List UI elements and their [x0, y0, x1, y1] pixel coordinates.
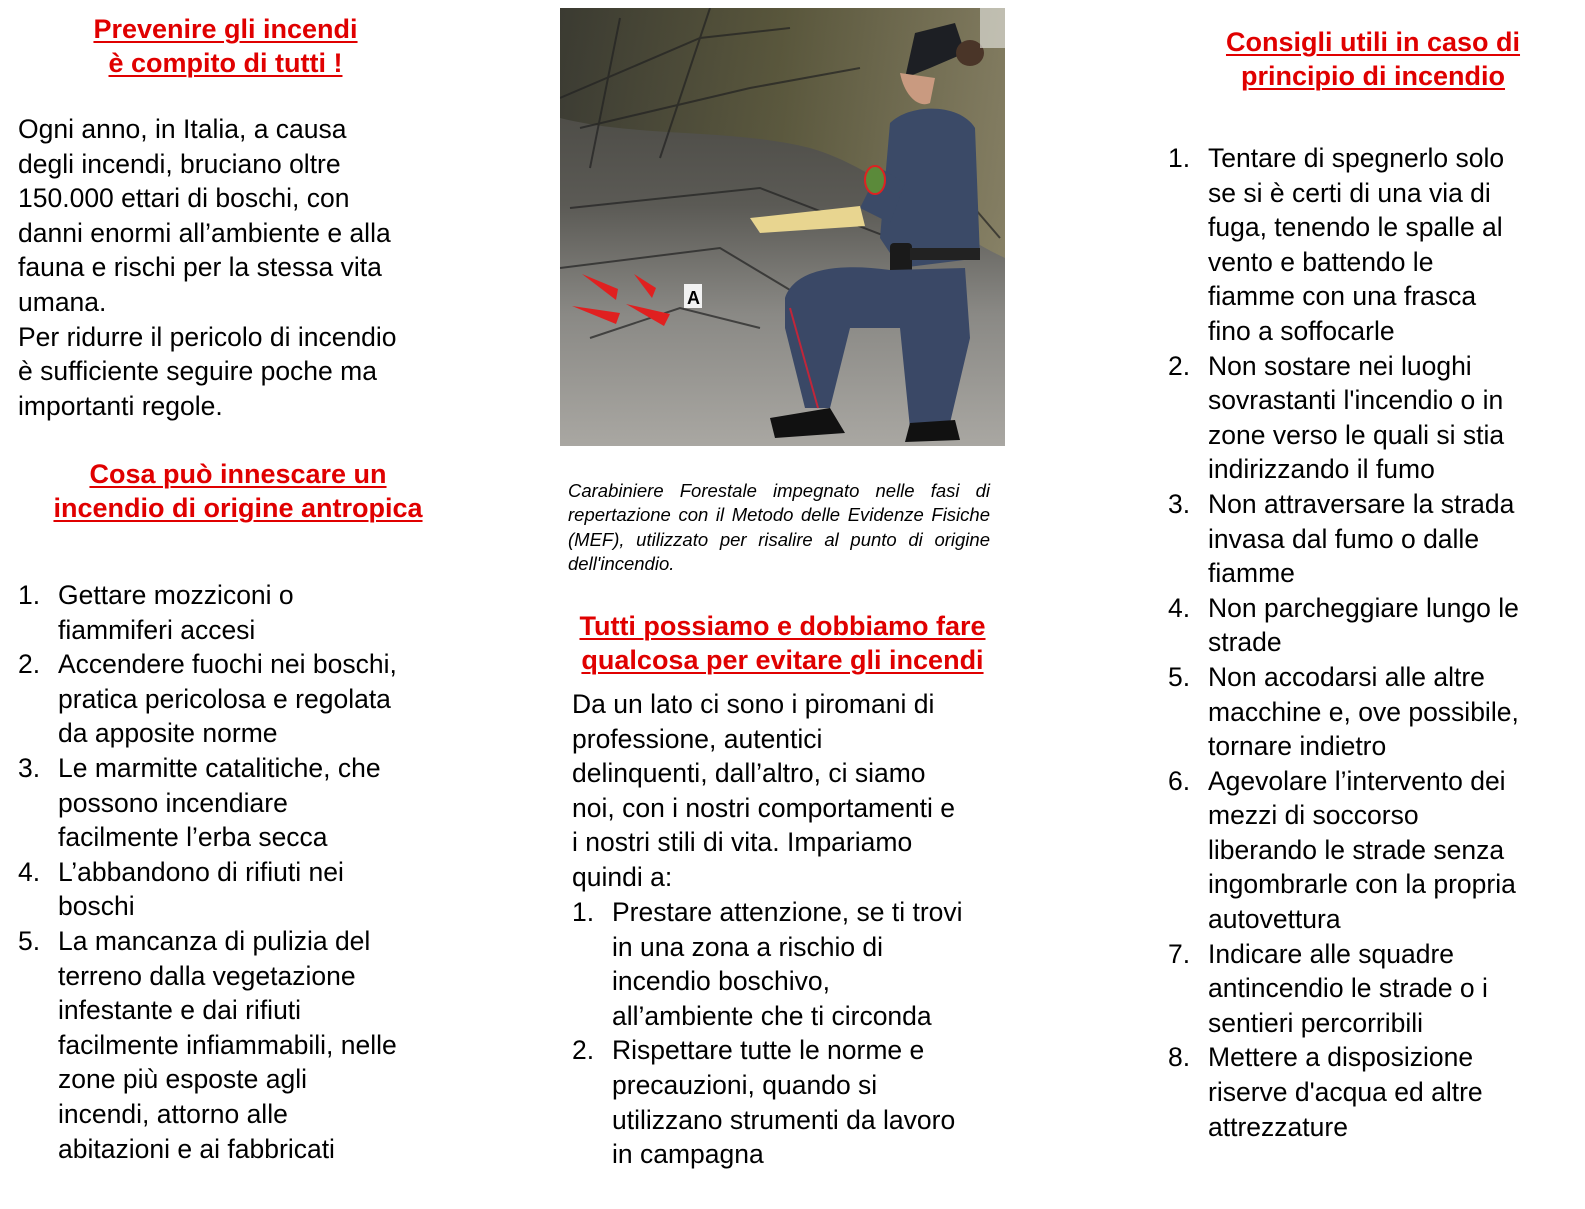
text-line: sovrastanti l'incendio o in	[1208, 385, 1504, 416]
text-line: 150.000 ettari di boschi, con	[18, 183, 350, 214]
text-line: degli incendi, bruciano oltre	[18, 148, 341, 179]
photo-caption: Carabiniere Forestale impegnato nelle fasi di repertazione con il Metodo delle Evidenze Fisiche (MEF), utilizzato per risalire al punto di origine dell'incendio.	[568, 479, 990, 574]
text-line: Tentare di spegnerlo solo	[1208, 143, 1505, 173]
text-line: vento e battendo le	[1208, 246, 1434, 277]
list-item	[1168, 937, 1568, 1041]
text-line: Da un lato ci sono i piromani di	[572, 689, 935, 719]
heading-useful-tips	[1208, 25, 1538, 93]
text-line: terreno dalla vegetazione	[58, 960, 356, 991]
text-line: precauzioni, quando si	[612, 1069, 878, 1100]
heading-line: incendio di origine antropica	[53, 493, 423, 523]
sky	[980, 8, 1005, 48]
list-item-number: 1.	[18, 580, 41, 610]
list-item	[18, 647, 448, 751]
text-line: all’ambiente che ti circonda	[612, 1000, 932, 1031]
list-item	[572, 1033, 1012, 1171]
list-item-number: 7.	[1168, 938, 1191, 969]
list-item	[18, 855, 448, 924]
text-line: Mettere a disposizione	[1208, 1042, 1474, 1073]
list-item	[1168, 349, 1568, 487]
text-line: Accendere fuochi nei boschi,	[58, 649, 397, 680]
text-line: mezzi di soccorso	[1208, 800, 1419, 831]
text-line: Agevolare l’intervento dei	[1208, 765, 1506, 796]
text-line: da apposite norme	[58, 718, 278, 749]
text-line: indirizzando il fumo	[1208, 454, 1435, 485]
list-item-text	[1208, 593, 1519, 658]
text-line: in campagna	[612, 1139, 764, 1170]
text-line: quindi a:	[572, 861, 673, 892]
list-item-text	[58, 926, 397, 1164]
text-line: professione, autentici	[572, 723, 823, 754]
list-item-text	[58, 649, 397, 748]
text-line: incendio boschivo,	[612, 966, 831, 997]
list-item	[1168, 591, 1568, 660]
list-item-number: 1.	[1168, 143, 1191, 173]
heading-line: è compito di tutti !	[108, 48, 343, 78]
text-line: i nostri stili di vita. Impariamo	[572, 827, 913, 858]
text-line: fuga, tenendo le spalle al	[1208, 212, 1503, 243]
text-line: in una zona a rischio di	[612, 931, 884, 962]
list-item-text	[58, 857, 344, 922]
text-line: è sufficiente seguire poche ma	[18, 356, 377, 387]
causes-list	[18, 578, 448, 1166]
text-line: macchine e, ove possibile,	[1208, 696, 1519, 727]
list-item	[1168, 487, 1568, 591]
text-line: Prestare attenzione, se ti trovi	[612, 897, 963, 927]
text-line: delinquenti, dall’altro, ci siamo	[572, 758, 926, 789]
text-line: zone più esposte agli	[58, 1064, 307, 1095]
text-line: ingombrarle con la propria	[1208, 869, 1516, 900]
list-item-number: 5.	[1168, 661, 1191, 692]
list-item-text	[612, 897, 963, 1031]
text-line: strade	[1208, 627, 1282, 658]
text-line: utilizzano strumenti da lavoro	[612, 1104, 956, 1135]
heading-everyone-can-act	[560, 609, 1005, 677]
text-line: fino a soffocarle	[1208, 315, 1395, 346]
intro-paragraph	[18, 112, 448, 423]
text-line: Non accodarsi alle altre	[1208, 661, 1485, 692]
text-line: fiamme con una frasca	[1208, 281, 1477, 312]
list-item-number: 3.	[18, 752, 41, 783]
list-item	[18, 924, 448, 1166]
text-line: pratica pericolosa e regolata	[58, 683, 391, 714]
list-item-text	[1208, 662, 1519, 761]
heading-line: qualcosa per evitare gli incendi	[581, 645, 984, 675]
heading-line: Prevenire gli incendi	[93, 14, 358, 44]
text-line: Gettare mozziconi o	[58, 580, 294, 610]
heading-prevent-fires	[18, 12, 433, 80]
text-line: incendi, attorno alle	[58, 1098, 288, 1129]
text-line: tornare indietro	[1208, 731, 1387, 762]
list-item-number: 8.	[1168, 1042, 1191, 1073]
text-line: L’abbandono di rifiuti nei	[58, 856, 344, 887]
text-line: Non sostare nei luoghi	[1208, 350, 1472, 381]
text-line: attrezzature	[1208, 1111, 1348, 1142]
text-line: invasa dal fumo o dalle	[1208, 523, 1480, 554]
list-item-text	[58, 753, 381, 852]
text-line: Rispettare tutte le norme e	[612, 1035, 925, 1066]
tips-list	[1168, 141, 1568, 1144]
list-item	[1168, 660, 1568, 764]
list-item-text	[1208, 143, 1504, 346]
list-item	[1168, 1040, 1568, 1144]
heading-line: Cosa può innescare un	[89, 459, 387, 489]
text-line: fiamme	[1208, 558, 1295, 589]
text-line: Indicare alle squadre	[1208, 938, 1455, 969]
heading-anthropic-causes	[18, 457, 458, 525]
list-item-text	[58, 580, 294, 645]
list-item-number: 2.	[18, 649, 41, 680]
heading-line: Consigli utili in caso di	[1225, 27, 1521, 57]
heading-line: principio di incendio	[1240, 61, 1505, 91]
text-line: riserve d'acqua ed altre	[1208, 1077, 1483, 1108]
list-item	[1168, 764, 1568, 937]
text-line: zone verso le quali si stia	[1208, 419, 1505, 450]
text-line: umana.	[18, 286, 107, 317]
list-item	[18, 578, 448, 647]
text-line: Non parcheggiare lungo le	[1208, 592, 1519, 623]
text-line: La mancanza di pulizia del	[58, 925, 371, 956]
text-line: Non attraversare la strada	[1208, 488, 1515, 519]
text-line: Ogni anno, in Italia, a causa	[18, 114, 347, 144]
text-line: facilmente infiammabili, nelle	[58, 1029, 397, 1060]
list-item-text	[1208, 489, 1514, 588]
text-line: importanti regole.	[18, 390, 223, 421]
photo-illustration	[560, 8, 1005, 446]
text-line: facilmente l’erba secca	[58, 822, 328, 853]
heading-line: Tutti possiamo e dobbiamo fare	[579, 611, 986, 641]
text-line: boschi	[58, 891, 135, 922]
text-line: antincendio le strade o i	[1208, 973, 1488, 1004]
evidence-tag-label: A	[687, 288, 700, 308]
list-item-number: 4.	[18, 856, 41, 887]
actions-list	[572, 895, 1012, 1172]
list-item-number: 2.	[572, 1035, 595, 1066]
list-item	[18, 751, 448, 855]
list-item-text	[612, 1035, 955, 1169]
text-line: sentieri percorribili	[1208, 1007, 1424, 1038]
list-item-text	[1208, 1042, 1483, 1141]
text-line: fauna e rischi per la stessa vita	[18, 252, 382, 283]
list-item-text	[1208, 351, 1504, 485]
text-line: autovettura	[1208, 904, 1341, 935]
arsonists-paragraph	[572, 687, 1012, 895]
list-item-number: 4.	[1168, 592, 1191, 623]
list-item-number: 5.	[18, 925, 41, 956]
list-item	[1168, 141, 1568, 349]
text-line: possono incendiare	[58, 787, 288, 818]
text-line: Per ridurre il pericolo di incendio	[18, 321, 397, 352]
list-item-number: 6.	[1168, 765, 1191, 796]
text-line: fiammiferi accesi	[58, 614, 256, 645]
list-item-number: 1.	[572, 897, 595, 927]
list-item-text	[1208, 766, 1516, 934]
list-item	[572, 895, 1012, 1033]
text-line: infestante e dai rifiuti	[58, 995, 302, 1026]
text-line: noi, con i nostri comportamenti e	[572, 792, 955, 823]
list-item-number: 2.	[1168, 350, 1191, 381]
text-line: liberando le strade senza	[1208, 834, 1505, 865]
text-line: Le marmitte catalitiche, che	[58, 752, 381, 783]
text-line: abitazioni e ai fabbricati	[58, 1133, 335, 1164]
text-line: danni enormi all’ambiente e alla	[18, 217, 391, 248]
text-line: se si è certi di una via di	[1208, 177, 1491, 208]
list-item-text	[1208, 939, 1488, 1038]
list-item-number: 3.	[1168, 488, 1191, 519]
officer-photo	[560, 8, 1005, 446]
